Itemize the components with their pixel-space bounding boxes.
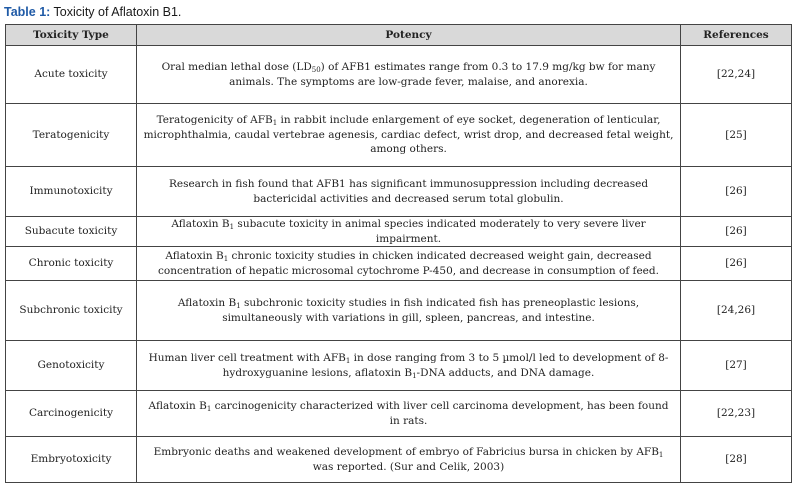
- caption-title: Toxicity of Aflatoxin B1.: [50, 5, 182, 19]
- toxicity-type-cell: Acute toxicity: [6, 46, 137, 104]
- references-cell: [26]: [681, 217, 792, 247]
- toxicity-type-cell: Genotoxicity: [6, 341, 137, 391]
- table-header-row: [6, 25, 792, 46]
- toxicity-type-cell: Subchronic toxicity: [6, 281, 137, 341]
- table-row: [6, 104, 792, 167]
- potency-cell: Oral median lethal dose $(LD_{50})$ of AFB1 estimates range from 0.3 to 17.9 mg/kg bw for many animals. The symptoms are low-grade fever, malaise, and anorexia.: [137, 46, 681, 104]
- toxicity-type-cell: Carcinogenicity: [6, 391, 137, 437]
- potency-cell: Aflatoxin $B_1$ chronic toxicity studies in chicken indicated decreased weight gain, decreased concentration of hepatic microsomal cytochrome P-450, and decrease in consumption of feed.: [137, 247, 681, 281]
- header-toxicity-type: Toxicity Type: [6, 25, 137, 46]
- references-cell: [26]: [681, 247, 792, 281]
- toxicity-type-cell: Teratogenicity: [6, 104, 137, 167]
- table-row: [6, 46, 792, 104]
- references-cell: [24,26]: [681, 281, 792, 341]
- table-caption: [4, 3, 181, 21]
- potency-cell: Aflatoxin $B_1$ subchronic toxicity studies in fish indicated fish has preneoplastic lesions, simultaneously with variations in gill, spleen, pancreas, and intestine.: [137, 281, 681, 341]
- references-cell: [22,24]: [681, 46, 792, 104]
- table-row: [6, 437, 792, 483]
- header-potency: Potency: [137, 25, 681, 46]
- references-cell: [22,23]: [681, 391, 792, 437]
- table-row: [6, 247, 792, 281]
- potency-cell: Embryonic deaths and weakened development of embryo of Fabricius bursa in chicken by $AFB_1$ was reported. (Sur and Celik, 2003): [137, 437, 681, 483]
- potency-cell: Aflatoxin $B_1$ subacute toxicity in animal species indicated moderately to very severe liver impairment.: [137, 217, 681, 247]
- toxicity-type-cell: Chronic toxicity: [6, 247, 137, 281]
- caption-label: Table 1:: [4, 5, 51, 19]
- potency-cell: Aflatoxin $B_1$ carcinogenicity characterized with liver cell carcinoma development, has been found in rats.: [137, 391, 681, 437]
- potency-cell: Research in fish found that AFB1 has significant immunosuppression including decreased bactericidal activities and decreased serum total globulin.: [137, 167, 681, 217]
- table-row: [6, 217, 792, 247]
- potency-cell: Teratogenicity of $AFB_1$ in rabbit include enlargement of eye socket, degeneration of lenticular, microphthalmia, caudal vertebrae agenesis, cardiac defect, wrist drop, and decreased fetal weight, among others.: [137, 104, 681, 167]
- header-references: References: [681, 25, 792, 46]
- toxicity-type-cell: Subacute toxicity: [6, 217, 137, 247]
- references-cell: [25]: [681, 104, 792, 167]
- toxicity-type-cell: Immunotoxicity: [6, 167, 137, 217]
- toxicity-type-cell: Embryotoxicity: [6, 437, 137, 483]
- table-row: [6, 341, 792, 391]
- references-cell: [26]: [681, 167, 792, 217]
- toxicity-table: [5, 24, 792, 483]
- table-row: [6, 391, 792, 437]
- table-row: [6, 167, 792, 217]
- references-cell: [27]: [681, 341, 792, 391]
- table-row: [6, 281, 792, 341]
- potency-cell: Human liver cell treatment with $AFB_1$ in dose ranging from 3 to 5 µmol/l led to development of 8-hydroxyguanine lesions, aflatoxin $B_1$-DNA adducts, and DNA damage.: [137, 341, 681, 391]
- references-cell: [28]: [681, 437, 792, 483]
